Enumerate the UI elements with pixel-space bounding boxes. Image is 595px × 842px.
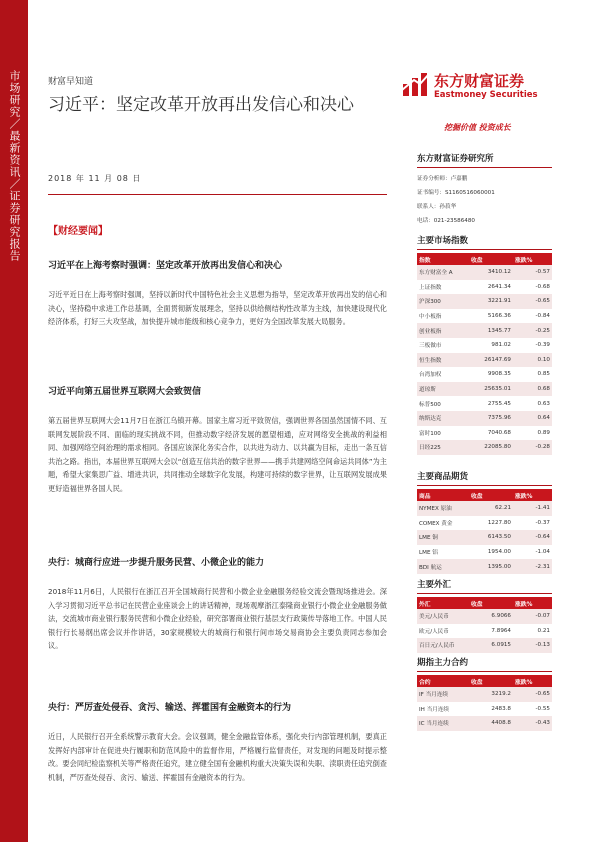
table-cell: 标普500 bbox=[419, 401, 441, 408]
fx-table bbox=[417, 597, 552, 653]
article-1 bbox=[48, 258, 387, 329]
institute-box bbox=[417, 152, 552, 224]
article-title: 央行：严厉查处侵吞、贪污、输送、挥霍国有金融资本的行为 bbox=[48, 703, 292, 713]
table-cell: 纳斯达克 bbox=[417, 411, 469, 426]
column-header: 收盘 bbox=[469, 489, 513, 501]
table-header-row bbox=[417, 253, 552, 265]
analyst-line: 证券分析师：卢嘉鹏 bbox=[417, 176, 468, 182]
indices-section bbox=[417, 234, 552, 455]
table-cell: -0.28 bbox=[513, 440, 552, 455]
table-cell: -0.39 bbox=[535, 342, 550, 349]
column-header: 收盘 bbox=[469, 675, 513, 687]
cert-line: 证书编号：S1160516060001 bbox=[417, 190, 495, 196]
table-cell: 1227.80 bbox=[487, 519, 511, 526]
table-cell: 0.85 bbox=[537, 371, 550, 378]
table-cell: 台湾加权 bbox=[419, 372, 442, 379]
title-divider bbox=[48, 194, 387, 195]
table-cell: -0.84 bbox=[535, 313, 550, 320]
table-cell: 3221.91 bbox=[469, 294, 513, 309]
table-header-row bbox=[417, 489, 552, 501]
table-cell: 沪深300 bbox=[417, 294, 469, 309]
table-cell: 2755.45 bbox=[487, 400, 511, 407]
table-cell: -1.41 bbox=[513, 501, 552, 516]
logo-en-text: Eastmoney Securities bbox=[434, 90, 538, 100]
table-cell: IC 当月连续 bbox=[417, 716, 469, 731]
article-title: 习近平向第五届世界互联网大会致贺信 bbox=[48, 387, 202, 397]
table-cell: -0.07 bbox=[513, 609, 552, 624]
table-row bbox=[417, 367, 552, 382]
column-header: 涨跌% bbox=[513, 489, 552, 501]
table-cell: 25635.01 bbox=[469, 382, 513, 397]
article-2 bbox=[48, 384, 387, 496]
table-header-row bbox=[417, 675, 552, 687]
table-row bbox=[417, 411, 552, 426]
futures-title: 期指主力合约 bbox=[417, 656, 552, 672]
table-cell: 3410.12 bbox=[469, 265, 513, 280]
table-cell: -0.43 bbox=[513, 716, 552, 731]
table-cell: -0.55 bbox=[535, 705, 550, 712]
table-cell: 富时100 bbox=[419, 430, 441, 437]
table-cell: LME 铜 bbox=[417, 530, 469, 545]
table-header-row bbox=[417, 597, 552, 609]
article-body: 第五届世界互联网大会11月7日在浙江乌镇开幕。国家主席习近平致贺信，强调世界各国虽然国情不同、互联网发展阶段不同、面临的现实挑战不同，但推动数字经济发展的愿望相通，应对网络安全挑战的利益相同、加强网络空间治理的需求相同。各国应该深化务实合作，以共进为动力、以共赢为目标，走出一条互信共治之路。指出，本届世界互联网大会以“创造互信共治的数字世界——携手共建网络空间命运共同体”为主题，希望大家集思广益、增进共识，共同推动全球数字化发展，构建可持续的数字世界，让互联网发展成果更好造福世界各国人民。 bbox=[48, 416, 387, 493]
page-title: 习近平：坚定改革开放再出发信心和决心 bbox=[48, 95, 354, 115]
sidebar-band bbox=[0, 0, 28, 842]
table-row bbox=[417, 687, 552, 702]
column-header: 指数 bbox=[417, 253, 469, 265]
table-row bbox=[417, 280, 552, 295]
table-row bbox=[417, 716, 552, 731]
table-cell: 0.10 bbox=[513, 353, 552, 368]
contact-line: 联系人：孙菽华 bbox=[417, 204, 457, 210]
table-cell: 1345.77 bbox=[469, 323, 513, 338]
table-cell: 日经225 bbox=[417, 440, 469, 455]
table-row bbox=[417, 440, 552, 455]
article-4 bbox=[48, 700, 387, 784]
table-cell: 创业板指 bbox=[417, 323, 469, 338]
article-body: 2018年11月6日，人民银行在浙江召开全国城商行民营和小微企业金融服务经验交流会暨现场推进会。深入学习贯彻习近平总书记在民营企业座谈会上的讲话精神，现场观摩浙江泰隆商业银行小微企业金融服务做法，交流城市商业银行服务民营和小微企业经验，研究部署商业银行基层支行政策传导落地工作。中国人民银行行长易纲出席会议并作讲话，30家规模较大的城商行和银行间市场交易商协会主要负责同志参加会议。 bbox=[48, 587, 387, 651]
table-cell: -0.37 bbox=[535, 519, 550, 526]
column-header: 合约 bbox=[417, 675, 469, 687]
table-row bbox=[417, 309, 552, 324]
column-header: 外汇 bbox=[417, 597, 469, 609]
table-row bbox=[417, 294, 552, 309]
table-cell: 中小板指 bbox=[419, 314, 442, 321]
table-row bbox=[417, 702, 552, 717]
table-row bbox=[417, 396, 552, 411]
table-cell: -0.25 bbox=[513, 323, 552, 338]
eastmoney-logo-icon bbox=[400, 70, 430, 100]
table-cell: 0.68 bbox=[513, 382, 552, 397]
table-cell: 9908.35 bbox=[487, 371, 511, 378]
table-cell: -2.31 bbox=[513, 559, 552, 574]
table-row bbox=[417, 530, 552, 545]
commodities-section bbox=[417, 470, 552, 574]
table-row bbox=[417, 382, 552, 397]
table-cell: -0.64 bbox=[513, 530, 552, 545]
table-cell: -0.65 bbox=[513, 294, 552, 309]
indices-table bbox=[417, 253, 552, 455]
table-row bbox=[417, 545, 552, 560]
column-header: 涨跌% bbox=[513, 253, 552, 265]
article-3 bbox=[48, 555, 387, 653]
article-body: 习近平近日在上海考察时强调，坚持以新时代中国特色社会主义思想为指导，坚定改革开放再出发的信心和决心，坚持稳中求进工作总基调，全面贯彻新发展理念，坚持以供给侧结构性改革为主线，加快建设现代化经济体系，打好三大攻坚战，加快提升城市能级和核心竞争力，更好为全国改革发展大局服务。 bbox=[48, 290, 387, 327]
table-cell: -0.57 bbox=[513, 265, 552, 280]
table-cell: 62.21 bbox=[469, 501, 513, 516]
table-cell: 6.9066 bbox=[469, 609, 513, 624]
table-row bbox=[417, 624, 552, 639]
column-header: 涨跌% bbox=[513, 675, 552, 687]
table-row bbox=[417, 516, 552, 531]
column-header: 商品 bbox=[417, 489, 469, 501]
logo-cn-text: 东方财富证券 bbox=[434, 72, 525, 90]
phone-line: 电话：021-23586480 bbox=[417, 218, 475, 224]
fx-section bbox=[417, 578, 552, 653]
table-cell: 东方财富全 A bbox=[417, 265, 469, 280]
table-cell: 恒生指数 bbox=[417, 353, 469, 368]
indices-title: 主要市场指数 bbox=[417, 234, 552, 250]
slogan: 挖掘价值 投资成长 bbox=[444, 123, 511, 132]
table-cell: -0.68 bbox=[535, 283, 550, 290]
table-row bbox=[417, 353, 552, 368]
table-cell: 26147.69 bbox=[469, 353, 513, 368]
article-title: 习近平在上海考察时强调：坚定改革开放再出发信心和决心 bbox=[48, 261, 283, 271]
section-header: 【财经要闻】 bbox=[48, 226, 108, 237]
futures-table bbox=[417, 675, 552, 731]
table-cell: 7040.68 bbox=[487, 429, 511, 436]
table-cell: 0.21 bbox=[537, 627, 550, 634]
table-cell: 欧元/人民币 bbox=[419, 628, 449, 635]
table-cell: 6143.50 bbox=[469, 530, 513, 545]
category-label: 财富早知道 bbox=[48, 77, 94, 87]
table-cell: 6.0915 bbox=[469, 638, 513, 653]
table-cell: 2483.8 bbox=[491, 705, 511, 712]
table-cell: COMEX 黄金 bbox=[419, 520, 453, 527]
table-row bbox=[417, 323, 552, 338]
futures-section bbox=[417, 656, 552, 731]
table-cell: 0.64 bbox=[513, 411, 552, 426]
table-cell: 百日元/人民币 bbox=[417, 638, 469, 653]
table-cell: 3219.2 bbox=[469, 687, 513, 702]
table-cell: 4408.8 bbox=[469, 716, 513, 731]
table-row bbox=[417, 559, 552, 574]
table-cell: IH 当月连续 bbox=[419, 706, 450, 713]
table-row bbox=[417, 638, 552, 653]
table-row bbox=[417, 338, 552, 353]
table-cell: -0.13 bbox=[513, 638, 552, 653]
table-cell: -0.65 bbox=[513, 687, 552, 702]
table-cell: IF 当月连续 bbox=[417, 687, 469, 702]
fx-title: 主要外汇 bbox=[417, 578, 552, 594]
table-row bbox=[417, 501, 552, 516]
table-cell: 三板做市 bbox=[419, 343, 442, 350]
table-cell: 7375.96 bbox=[469, 411, 513, 426]
table-cell: 0.63 bbox=[537, 400, 550, 407]
table-cell: -1.04 bbox=[535, 549, 550, 556]
table-cell: LME 铝 bbox=[419, 550, 438, 557]
table-row bbox=[417, 609, 552, 624]
company-logo bbox=[400, 68, 550, 108]
table-cell: 2641.34 bbox=[487, 283, 511, 290]
table-cell: NYMEX 原油 bbox=[417, 501, 469, 516]
commodities-table bbox=[417, 489, 552, 574]
table-cell: 上证指数 bbox=[419, 284, 442, 291]
table-cell: 5166.36 bbox=[487, 313, 511, 320]
column-header: 涨跌% bbox=[513, 597, 552, 609]
table-cell: 7.8964 bbox=[491, 627, 511, 634]
column-header: 收盘 bbox=[469, 597, 513, 609]
article-title: 央行：城商行应进一步提升服务民营、小微企业的能力 bbox=[48, 558, 265, 568]
table-row bbox=[417, 426, 552, 441]
table-cell: BDI 航运 bbox=[417, 559, 469, 574]
table-cell: 0.89 bbox=[537, 429, 550, 436]
sidebar-label: 市场研究／最新资讯／证券研究报告 bbox=[8, 70, 21, 262]
column-header: 收盘 bbox=[469, 253, 513, 265]
article-body: 近日，人民银行召开全系统警示教育大会。会议强调，健全金融监管体系，强化央行内部管理机制，要真正发挥好内部审计在促进央行履职和防范风险中的监督作用，严格履行监督责任，对发现的问题及时提示整改。要会同纪检监察机关等严格责任追究，建立健全国有金融机构重大决策失误和失职、渎职责任追究倒查机制，严厉查处侵吞、贪污、输送、挥霍国有金融资本的行为。 bbox=[48, 732, 387, 782]
table-cell: 1954.00 bbox=[487, 549, 511, 556]
table-cell: 1395.00 bbox=[469, 559, 513, 574]
table-cell: 道琼斯 bbox=[417, 382, 469, 397]
table-row bbox=[417, 265, 552, 280]
institute-title: 东方财富证券研究所 bbox=[417, 152, 552, 168]
table-cell: 981.02 bbox=[491, 342, 511, 349]
table-cell: 美元/人民币 bbox=[417, 609, 469, 624]
table-cell: 22085.80 bbox=[469, 440, 513, 455]
report-date: 2018 年 11 月 08 日 bbox=[48, 174, 142, 183]
commodities-title: 主要商品期货 bbox=[417, 470, 552, 486]
